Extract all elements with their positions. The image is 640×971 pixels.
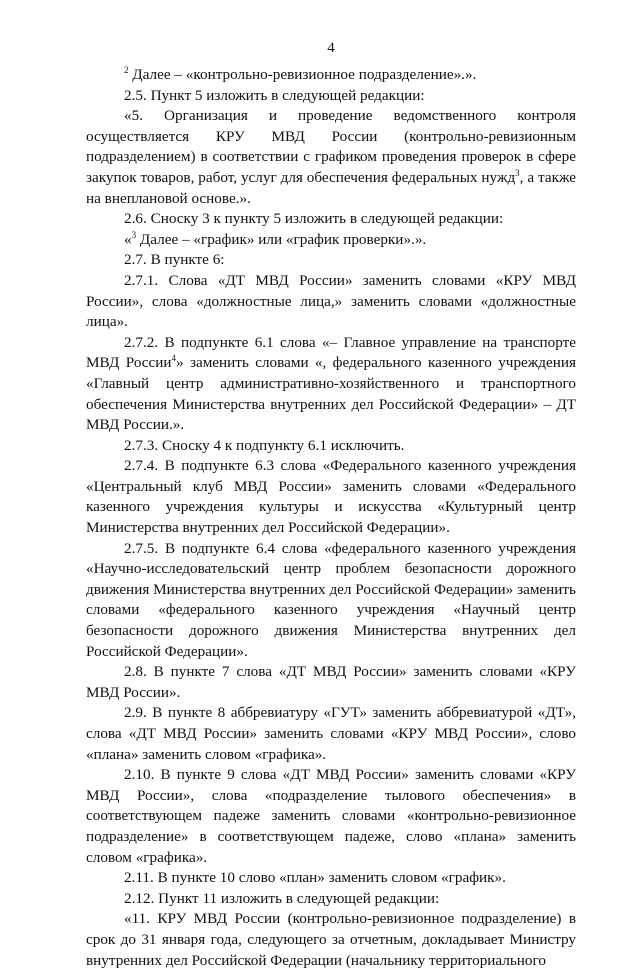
paragraph [86, 662, 576, 703]
paragraph-text: 2.6. Сноску 3 к пункту 5 изложить в следующей редакции: [124, 210, 504, 228]
paragraph-text: 2.8. В пункте 7 слова «ДТ МВД России» заменить словами «КРУ МВД России». [86, 663, 576, 701]
paragraph [86, 456, 576, 538]
paragraph [86, 703, 576, 765]
paragraph [86, 909, 576, 971]
paragraph [86, 106, 576, 209]
quote-mark: « [124, 230, 132, 248]
paragraph-text: 2.7.4. В подпункте 6.3 слова «Федерального казенного учреждения «Центральный клуб МВД России» заменить словами «Федерального казенного учреждения культуры и искусства «Культурный центр Министерства внутренних дел Российской Федерации». [86, 457, 576, 537]
paragraph-text: 2.7.3. Сноску 4 к подпункту 6.1 исключить. [124, 436, 405, 454]
paragraph-text: 2.5. Пункт 5 изложить в следующей редакции: [124, 86, 425, 104]
paragraph-text: 2.7. В пункте 6: [124, 251, 225, 269]
paragraph-text: 2.9. В пункте 8 аббревиатуру «ГУТ» заменить аббревиатурой «ДТ», слова «ДТ МВД России» заменить словами «КРУ МВД России», слово «плана» заменить словом «графика». [86, 704, 576, 763]
paragraph [86, 209, 576, 230]
paragraph-text: Далее – «контрольно-ревизионное подразделение».». [128, 66, 477, 83]
paragraph [86, 65, 576, 86]
paragraph [86, 86, 576, 107]
paragraph [86, 436, 576, 457]
paragraph [86, 868, 576, 889]
paragraph [86, 889, 576, 910]
footnote-marker: 3 [515, 167, 520, 178]
paragraph [86, 230, 576, 251]
footnote-marker: 2 [124, 64, 129, 75]
paragraph-text: «11. КРУ МВД России (контрольно-ревизионное подразделение) в срок до 31 января года, следующего за отчетным, докладывает Министру внутренних дел Российской Федерации (начальнику территориального [86, 910, 576, 969]
paragraph [86, 271, 576, 333]
paragraph [86, 765, 576, 868]
paragraph-text-tail: » заменить словами «, федерального казенного учреждения «Главный центр административно-хозяйственного и транспортного обеспечения Министерства внутренних дел Российской Федерации» – ДТ МВД России.». [86, 354, 576, 434]
paragraph-text-tail: , а также на внеплановой основе.». [86, 168, 576, 207]
document-body [86, 65, 576, 971]
paragraph [86, 333, 576, 436]
paragraph-text: Далее – «график» или «график проверки».». [136, 230, 427, 248]
footnote-marker: 3 [131, 229, 137, 240]
paragraph [86, 539, 576, 663]
paragraph-text: «5. Организация и проведение ведомственного контроля осуществляется КРУ МВД России (контрольно-ревизионным подразделением) в соответствии с графиком проведения проверок в сфере закупок товаров, работ, услуг для обеспечения федеральных нужд [86, 107, 576, 186]
page-number: 4 [327, 40, 335, 56]
paragraph-text: 2.11. В пункте 10 слово «план» заменить словом «график». [124, 869, 506, 887]
paragraph-text: 2.7.5. В подпункте 6.4 слова «федерального казенного учреждения «Научно-исследовательский центр проблем безопасности дорожного движения Министерства внутренних дел Российской Федерации» заменить словами «федерального казенного учреждения «Научный центр безопасности дорожного движения Министерства внутренних дел Российской Федерации». [86, 539, 576, 660]
paragraph [86, 250, 576, 271]
paragraph-text: 2.7.2. В подпункте 6.1 слова «– Главное управление на транспорте МВД России [86, 333, 576, 372]
paragraph-text: 2.12. Пункт 11 изложить в следующей редакции: [124, 889, 440, 907]
paragraph-text: 2.7.1. Слова «ДТ МВД России» заменить словами «КРУ МВД России», слова «должностные лица,» заменить словами «должностные лица». [86, 271, 576, 331]
footnote-marker: 4 [171, 353, 177, 364]
paragraph-text: 2.10. В пункте 9 слова «ДТ МВД России» заменить словами «КРУ МВД России», слова «подразделение тылового обеспечения» в соответствующем падеже заменить словами «контрольно-ревизионное подразделение» в соответствующем падеже, слово «плана» заменить словом «графика». [86, 766, 576, 866]
